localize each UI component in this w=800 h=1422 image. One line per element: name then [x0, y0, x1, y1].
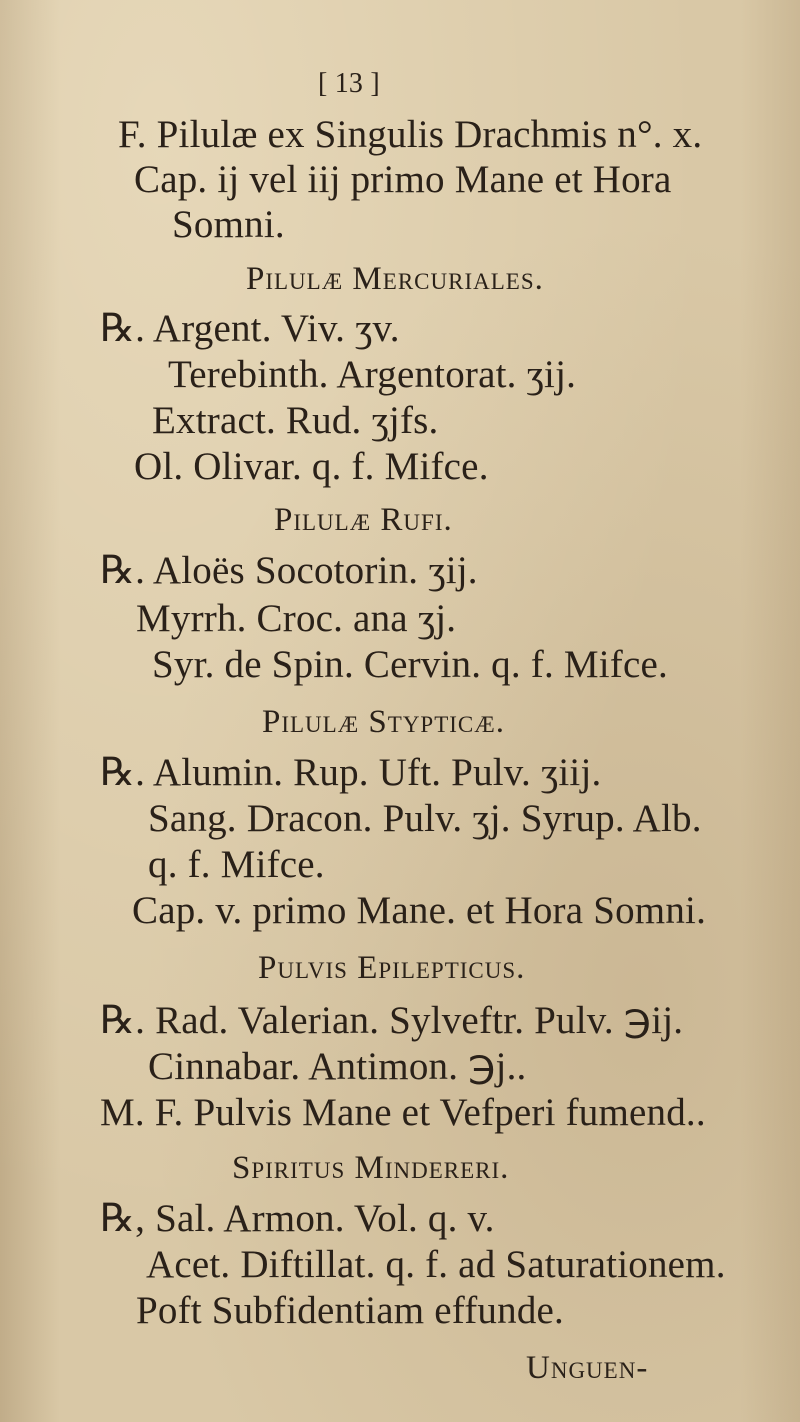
section-heading: Pilulæ Mercuriales.: [246, 261, 544, 297]
recipe-line: ℞. Argent. Viv. ʒv.: [100, 307, 400, 350]
recipe-line: Cinnabar. Antimon. ℈j..: [148, 1045, 527, 1088]
recipe-line: Poft Subfidentiam effunde.: [136, 1289, 564, 1332]
section-heading: Pulvis Epilepticus.: [258, 950, 526, 986]
recipe-line: q. f. Mifce.: [148, 843, 325, 886]
catchword: Unguen-: [526, 1350, 649, 1386]
recipe-line: Extract. Rud. ʒjfs.: [152, 399, 439, 442]
recipe-line: Syr. de Spin. Cervin. q. f. Mifce.: [152, 643, 668, 686]
formula-line: F. Pilulæ ex Singulis Drachmis n°. x.: [118, 113, 703, 156]
section-heading: Pilulæ Stypticæ.: [262, 704, 505, 740]
section-heading: Spiritus Mindereri.: [232, 1150, 510, 1186]
formula-line: Cap. ij vel iij primo Mane et Hora: [134, 158, 672, 201]
section-heading: Pilulæ Rufi.: [274, 502, 453, 538]
recipe-line: Ol. Olivar. q. f. Mifce.: [134, 445, 489, 488]
recipe-line: Sang. Dracon. Pulv. ʒj. Syrup. Alb.: [148, 797, 702, 840]
recipe-line: Cap. v. primo Mane. et Hora Somni.: [132, 889, 707, 932]
recipe-line: ℞, Sal. Armon. Vol. q. v.: [100, 1197, 495, 1240]
recipe-line: M. F. Pulvis Mane et Vefperi fumend..: [100, 1091, 706, 1134]
recipe-line: Acet. Diftillat. q. f. ad Saturationem.: [146, 1243, 726, 1286]
recipe-line: ℞. Alumin. Rup. Uft. Pulv. ʒiij.: [100, 751, 602, 794]
recipe-line: Terebinth. Argentorat. ʒij.: [168, 353, 577, 396]
recipe-line: ℞. Aloës Socotorin. ʒij.: [100, 549, 478, 592]
recipe-line: ℞. Rad. Valerian. Sylveftr. Pulv. ℈ij.: [100, 999, 684, 1042]
formula-line: Somni.: [172, 203, 285, 246]
recipe-line: Myrrh. Croc. ana ʒj.: [136, 597, 457, 640]
page-number: [ 13 ]: [318, 68, 380, 99]
